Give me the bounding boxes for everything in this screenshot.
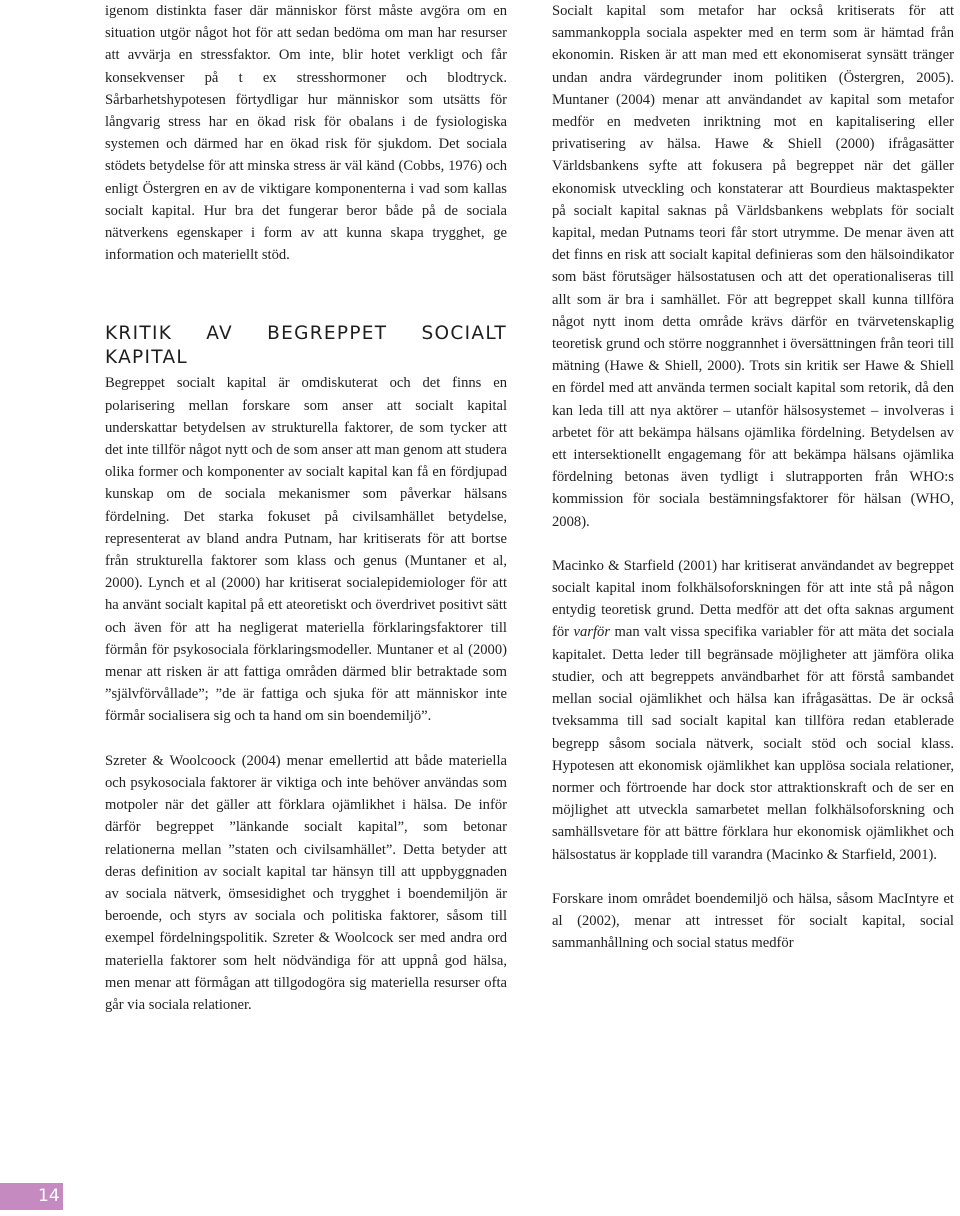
right-paragraph-macinko [552, 555, 954, 866]
left-column [105, 0, 507, 1016]
left-paragraph-szreter: Szreter & Woolcoock (2004) menar emellertid att både materiella och psykosociala faktorer är viktiga och inte behöver användas som motpoler när det gäller att förklara ojämlikhet i hälsa. De inför därför begreppet ”länkande socialt kapital”, som betonar relationerna mellan ”staten och civilsamhället”. Detta betyder att deras definition av socialt kapital tar hänsyn till att uppbyggnaden av sociala nätverk, ömsesidighet och trygghet i boendemiljön är beroende, och styrs av sociala och politiska faktorer, såsom till exempel fördelningspolitik. Szreter & Woolcock ser med andra ord materiella faktorer som helt nödvändiga för att uppnå god hälsa, men menar att förmågan att tillgodogöra sig materiella resurser ofta går via sociala relationer. [105, 752, 507, 1013]
right-paragraph-forskare: Forskare inom området boendemiljö och hälsa, såsom MacIntyre et al (2002), menar att intresset för socialt kapital, social sammanhållning och social status medför [552, 890, 954, 952]
macinko-text-after: man valt vissa specifika variabler för att mäta det sociala kapitalet. Detta leder till begränsade möjligheter att jämföra olika studier, och att begreppets användbarhet för att förstå sambandet mellan social ojämlikhet och hälsa kan ifrågasättas. De är också tveksamma till sad socialt kapital kan tillföra redan etablerade begrepp såsom sociala nätverk, socialt stöd och social klass. Hypotesen att ekonomisk ojämlikhet kan upplösa sociala relationer, normer och förtroende har dock stor attraktionskraft och de ser en möjlighet att utveckla samarbetet mellan folkhälsoforskning och samhällsvetare för att bättre förklara hur ekonomisk ojämlikhet och hälsostatus är kopplade till varandra (Macinko & Starfield, 2001). [552, 624, 954, 863]
right-column [552, 0, 954, 954]
right-paragraph-metafor: Socialt kapital som metafor har också kritiserats för att sammankoppla sociala aspekter med en term som är hämtad från ekonomin. Risken är att man med ett ekonomiserat synsätt tränger undan andra värdegrunder inom politiken (Östergren, 2005). Muntaner (2004) menar att användandet av kapital som metafor medför en medveten inriktning mot en kapitalisering eller privatisering av hälsa. Hawe & Shiell (2000) ifrågasätter Världsbankens syfte att fokusera på begreppet när det gäller ekonomisk utveckling och konstaterar att Bourdieus maktaspekter på socialt kapital saknas på Världsbankens webplats för socialt kapital, medan Putnams teori får stort utrymme. De menar även att det finns en risk att socialt kapital definieras som den hälsoindikator som bäst förutsäger hälsostatusen och att det operationaliseras till allt som är bra i samhället. För att begreppet skall kunna tillföra något nytt inom detta område krävs därför en tvärvetenskaplig teoretisk grund och större noggrannhet i översättningen från teori till mätning (Hawe & Shiell, 2000). Trots sin kritik ser Hawe & Shiell en fördel med att använda termen socialt kapital som retorik, då den kan leda till att nya aktörer – utanför hälsosystemet – involveras i arbetet för att bekämpa hälsans ojämlika fördelning. Betydelsen av ett intersektionellt engagemang för att bekämpa hälsans ojämlika fördelning betonas även tydligt i slutrapporten från WHO:s kommission för sociala bestämningsfaktorer för hälsan (WHO, 2008). [552, 3, 954, 530]
left-paragraph-intro: igenom distinkta faser där människor först måste avgöra om en situation utgör något hot för att sedan bedöma om man har resurser att avvärja en stressfaktor. Om inte, blir hotet verkligt och får konsekvenser på t ex stresshormoner och blodtryck. Sårbarhetshypotesen förtydligar hur människor som utsätts för långvarig stress har en ökad risk för obalans i de fysiologiska systemen och därmed har en ökad risk för sjukdom. Det sociala stödets betydelse för att minska stress är väl känd (Cobbs, 1976) och enligt Östergren en av de viktigare komponenterna i vad som kallas socialt kapital. Hur bra det fungerar beror både på de sociala nätverkens egenskaper i form av att kunna skapa trygghet, ge information och materiellt stöd. [105, 3, 507, 264]
section-heading-kritik: KRITIK AV BEGREPPET SOCIALT KAPITAL [105, 323, 507, 369]
page-number-badge [0, 1183, 63, 1210]
left-paragraph-kritik: Begreppet socialt kapital är omdiskuterat och det finns en polarisering mellan forskare som anser att socialt kapital underskattar betydelsen av strukturella faktorer, de som tycker att det inte tillför något nytt och de som anser att man genom att studera olika former och komponenter av socialt kapital kan få en fördjupad kunskap om de sociala mekanismer som påverkar hälsans fördelning. Det starka fokuset på civilsamhället betydelse, representerat av bland andra Putnam, har kritiserats för att bortse från strukturella faktorer som klass och genus (Muntaner et al, 2000). Lynch et al (2000) har kritiserat socialepidemiologer för att ha använt socialt kapital på ett ateoretiskt och överdrivet positivt sätt och även för att ha negligerat materiella förklaringsfaktorer till förmån för psykosociala förklaringsmodeller. Muntaner et al (2000) menar att risken är att fattiga områden därmed blir betraktade som ”självförvållade”; ”de är fattiga och sjuka för att människor inte förmår socialisera sig och ta hand om sin boendemiljö”. [105, 375, 507, 725]
page-number: 14 [38, 1186, 60, 1206]
macinko-text-before: Macinko & Starfield (2001) har kritiserat användandet av begreppet socialt kapital inom folkhälsoforskningen för att inte stå på någon entydig teoretisk grund. Detta medför att det ofta saknas argument för [552, 557, 954, 641]
macinko-italic-word: varför [573, 624, 610, 641]
